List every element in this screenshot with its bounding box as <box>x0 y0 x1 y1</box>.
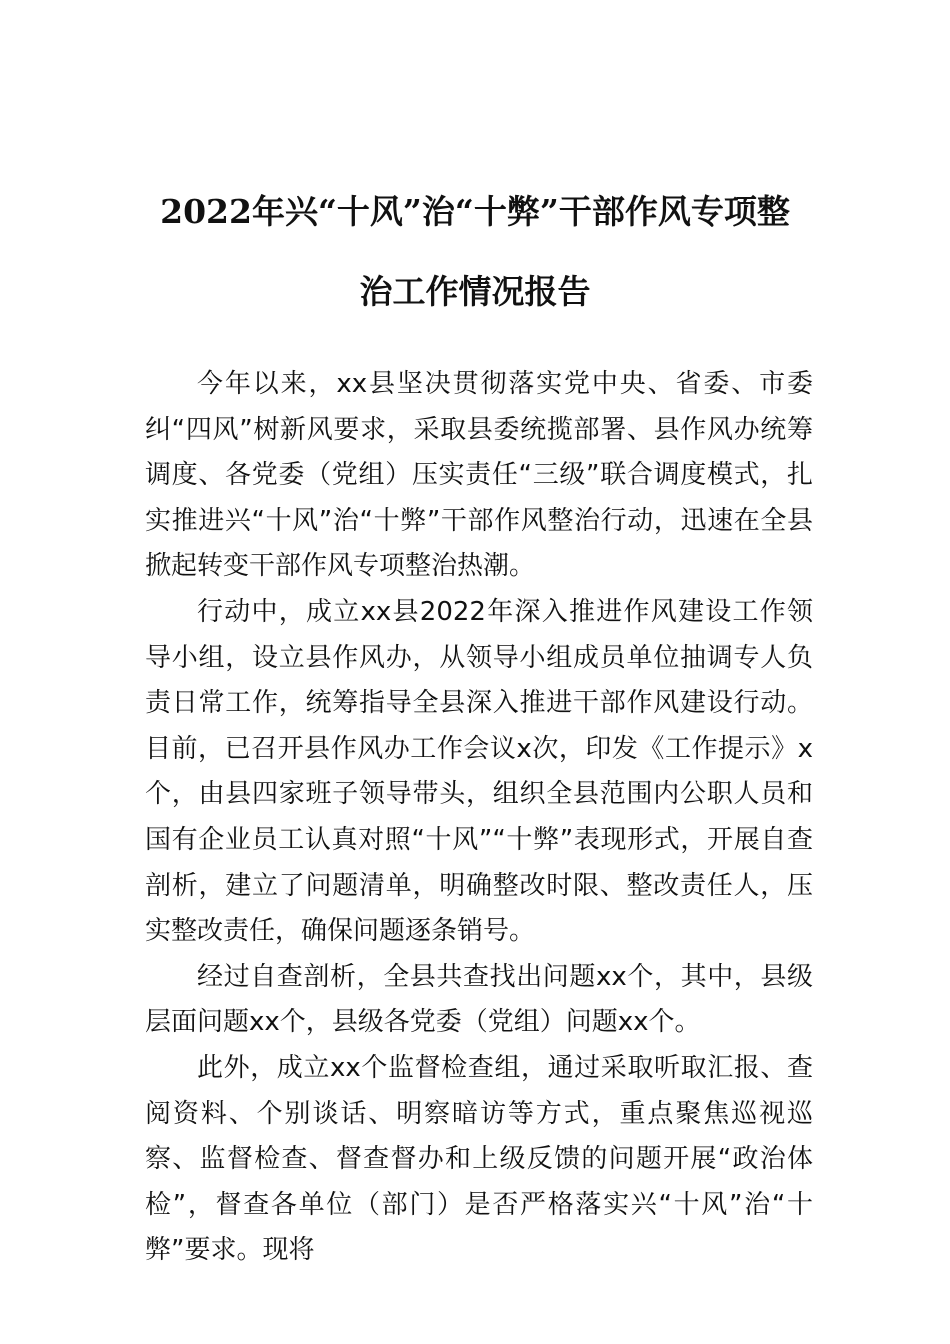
paragraph-3: 经过自查剖析，全县共查找出问题xx个，其中，县级层面问题xx个，县级各党委（党组）问题xx个。 <box>145 961 813 1038</box>
document-title <box>145 172 805 332</box>
paragraph-1: 今年以来，xx县坚决贯彻落实党中央、省委、市委纠“四风”树新风要求，采取县委统揽部署、县作风办统筹调度、各党委（党组）压实责任“三级”联合调度模式，扎实推进兴“十风”治“十弊”干部作风整治行动，迅速在全县掀起转变干部作风专项整治热潮。 <box>145 369 813 582</box>
paragraph-2: 行动中，成立xx县2022年深入推进作风建设工作领导小组，设立县作风办，从领导小组成员单位抽调专人负责日常工作，统筹指导全县深入推进干部作风建设行动。目前，已召开县作风办工作会议x次，印发《工作提示》x个，由县四家班子领导带头，组织全县范围内公职人员和国有企业员工认真对照“十风”“十弊”表现形式，开展自查剖析，建立了问题清单，明确整改时限、整改责任人，压实整改责任，确保问题逐条销号。 <box>145 596 813 947</box>
document-body <box>145 362 813 1274</box>
title-line-1: 2022年兴“十风”治“十弊”干部作风专项整 <box>160 192 790 231</box>
title-line-2: 治工作情况报告 <box>359 272 591 311</box>
paragraph-4: 此外，成立xx个监督检查组，通过采取听取汇报、查阅资料、个别谈话、明察暗访等方式，重点聚焦巡视巡察、监督检查、督查督办和上级反馈的问题开展“政治体检”，督查各单位（部门）是否严格落实兴“十风”治“十弊”要求。现将 <box>145 1052 813 1266</box>
